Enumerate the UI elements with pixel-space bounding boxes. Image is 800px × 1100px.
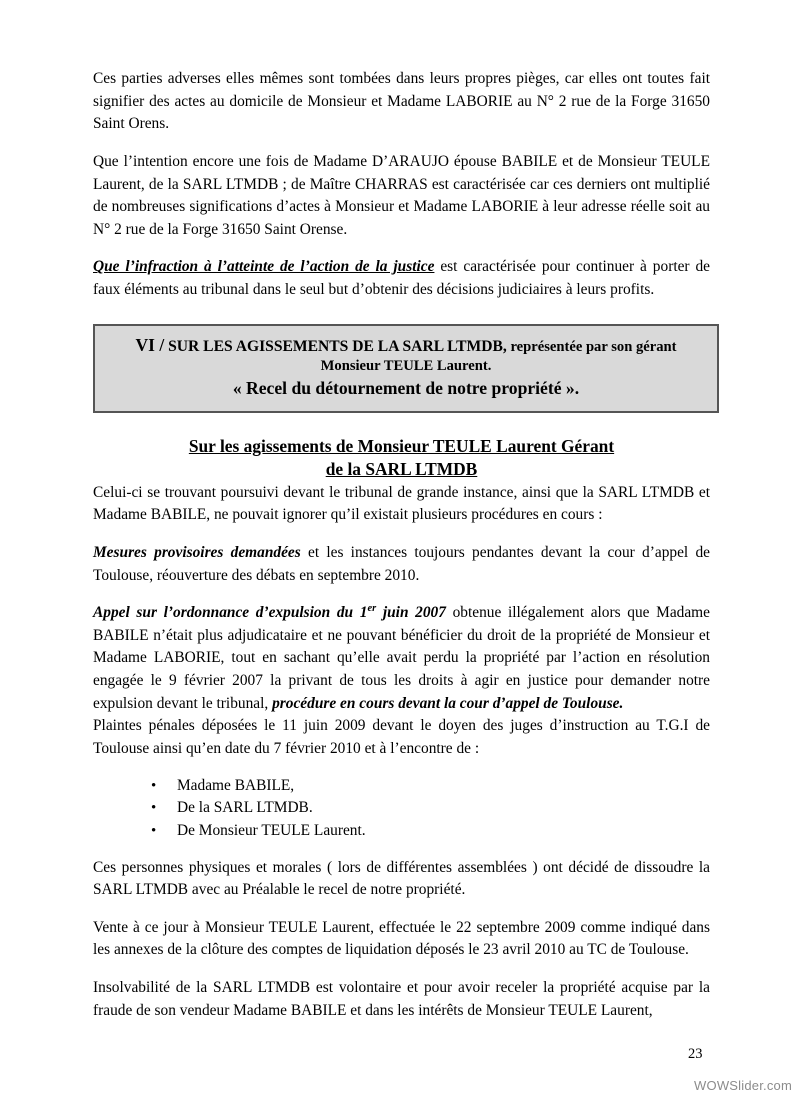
list-item: • Madame BABILE, [151,775,710,798]
paragraph-6-emphasis-b: juin 2007 [376,604,446,622]
paragraph-7: Plaintes pénales déposées le 11 juin 2009 devant le doyen des juges d’instruction au T.G.I de Toulouse ainsi qu’en date du 7 février 2010 et à l’encontre de : [93,717,710,757]
paragraph-6-emphasis-start [93,604,446,621]
ordinal-superscript: er [367,603,377,615]
section-heading-line-1-rest: représentée par son gérant [506,338,677,355]
paragraph-5-emphasis: Mesures provisoires demandées [93,543,301,561]
section-heading-caps: SUR LES AGISSEMENTS DE LA SARL LTMDB, [164,337,507,355]
paragraph-4: Celui-ci se trouvant poursuivi devant le tribunal de grande instance, ainsi que la SARL LTMDB et Madame BABILE, ne pouvait ignorer qu’il existait plusieurs procédures en cours : [93,483,710,524]
paragraph-3-rest: est caractérisée pour continuer à porter de faux éléments au tribunal dans le seul but d’obtenir des décisions judiciaires à leurs profits. [93,258,710,299]
paragraph-3 [93,256,710,301]
paragraph-1: Ces parties adverses elles mêmes sont tombées dans leurs propres pièges, car elles ont toutes fait signifier des actes au domicile de Monsieur et Madame LABORIE au N° 2 rue de la Forge 31650 Saint Orens. [93,70,710,133]
page-number: 23 [688,1046,703,1062]
paragraph-6-emphasis-a: Appel sur l’ordonnance d’expulsion du 1 [93,604,368,622]
section-heading-box [93,324,719,413]
section-roman-numeral: VI / [135,334,165,355]
section-heading-line-3: « Recel du détournement de notre propriété ». [232,378,580,399]
paragraph-5 [93,542,710,587]
paragraph-2: Que l’intention encore une fois de Madame D’ARAUJO épouse BABILE et de Monsieur TEULE Laurent, de la SARL LTMDB ; de Maître CHARRAS est caractérisée car ces derniers ont multiplié de nombreuses significations d’actes à Monsieur et Madame LABORIE à leur adresse réelle soit au N° 2 rue de la Forge 31650 Saint Orense. [93,152,710,238]
paragraph-3-emphasis: Que l’infraction à l’atteinte de l’action de la justice [93,258,435,276]
paragraph-6 [93,602,710,715]
sub-heading-line-1: Sur les agissements de Monsieur TEULE Laurent Gérant [188,435,615,456]
paragraph-10: Insolvabilité de la SARL LTMDB est volontaire et pour avoir receler la propriété acquise par la fraude de son vendeur Madame BABILE et dans les intérêts de Monsieur TEULE Laurent, [93,979,710,1019]
paragraph-5-rest: et les instances toujours pendantes devant la cour d’appel de Toulouse, réouverture des débats en septembre 2010. [93,543,710,584]
paragraph-9: Vente à ce jour à Monsieur TEULE Laurent, effectuée le 22 septembre 2009 comme indiqué dans les annexes de la clôture des comptes de liquidation déposés le 23 avril 2010 au TC de Toulouse. [93,918,710,959]
sub-heading [93,435,710,482]
watermark: WOWSlider.com [694,1078,792,1093]
section-heading-line-1 [105,334,707,357]
list-item: • De la SARL LTMDB. [151,797,710,820]
list-item: • De Monsieur TEULE Laurent. [151,820,710,843]
section-heading-line-2: Monsieur TEULE Laurent. [320,357,492,374]
paragraph-6-middle: obtenue illégalement alors que Madame BABILE n’était plus adjudicataire et ne pouvant bénéficier du droit de la propriété de Monsieur et Madame LABORIE, tout en sachant qu’elle avait perdu la propriété par l’action en résolution engagée le 9 février 2007 la privant de tous les droits à agir en justice pour demander notre expulsion devant le tribunal, [93,604,710,712]
paragraph-8: Ces personnes physiques et morales ( lors de différentes assemblées ) ont décidé de dissoudre la SARL LTMDB avec au Préalable le recel de notre propriété. [93,858,710,899]
sub-heading-line-2: de la SARL LTMDB [325,459,478,480]
paragraph-6-emphasis-end: procédure en cours devant la cour d’appel de Toulouse. [272,694,624,712]
bullet-list [93,775,710,843]
page-content [93,68,710,1037]
